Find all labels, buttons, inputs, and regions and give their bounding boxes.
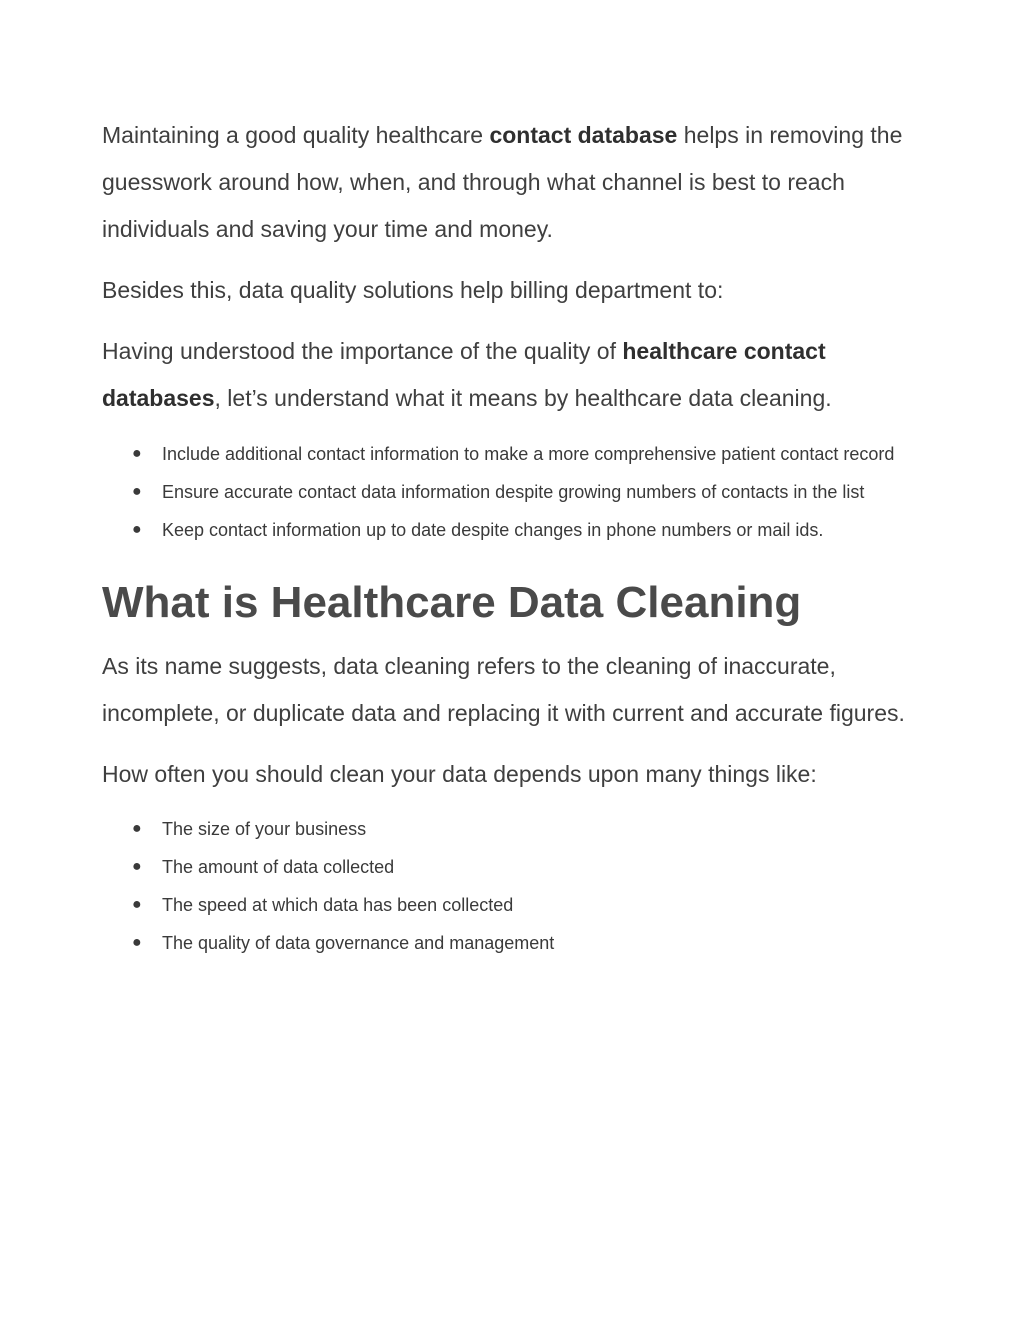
- intro-paragraph-3: [102, 328, 932, 422]
- intro-paragraph-3-text-start: Having understood the importance of the quality of: [102, 338, 623, 364]
- section-paragraph-2: How often you should clean your data depends upon many things like:: [102, 761, 817, 787]
- list-item-text: Keep contact information up to date despite changes in phone numbers or mail ids.: [162, 520, 824, 540]
- intro-paragraph-1-text-end: helps in removing the guesswork around how, when, and through what channel is best to reach individuals and saving your time and money.: [102, 122, 903, 242]
- intro-paragraph-1: [102, 112, 932, 253]
- document-page: [102, 112, 932, 962]
- list-item-text: The amount of data collected: [162, 857, 395, 877]
- bullet-icon: ●: [132, 896, 142, 913]
- intro-paragraph-1-text-start: Maintaining a good quality healthcare: [102, 122, 490, 148]
- list-item: [102, 511, 932, 549]
- list-item-text: The size of your business: [162, 819, 367, 839]
- healthcare-contact-databases-bold-text: healthcare contact databases: [102, 338, 826, 411]
- contact-database-bold-text: contact database: [489, 122, 678, 148]
- list-item: [102, 435, 932, 473]
- bullet-icon: ●: [132, 483, 142, 500]
- section-heading: What is Healthcare Data Cleaning: [102, 578, 802, 627]
- bullet-icon: ●: [132, 820, 142, 837]
- list-item: [102, 924, 932, 962]
- bullet-icon: ●: [132, 445, 142, 462]
- list-item-text: Ensure accurate contact data information despite growing numbers of contacts in the list: [162, 482, 865, 502]
- section-paragraph-1: As its name suggests, data cleaning refers to the cleaning of inaccurate, incomplete, or duplicate data and replacing it with current and accurate figures.: [102, 653, 905, 726]
- list-item-text: Include additional contact information to make a more comprehensive patient contact record: [162, 444, 895, 464]
- list-item: [102, 473, 932, 511]
- cleaning-factors-list: [102, 810, 932, 962]
- bullet-icon: ●: [132, 934, 142, 951]
- list-item: [102, 886, 932, 924]
- list-item: [102, 810, 932, 848]
- bullet-icon: ●: [132, 521, 142, 538]
- list-item-text: The quality of data governance and management: [162, 933, 555, 953]
- billing-benefits-list: [102, 435, 932, 549]
- intro-paragraph-3-text-end: , let’s understand what it means by healthcare data cleaning.: [214, 385, 832, 411]
- list-item-text: The speed at which data has been collected: [162, 895, 514, 915]
- intro-paragraph-2: Besides this, data quality solutions help billing department to:: [102, 277, 724, 303]
- bullet-icon: ●: [132, 858, 142, 875]
- list-item: [102, 848, 932, 886]
